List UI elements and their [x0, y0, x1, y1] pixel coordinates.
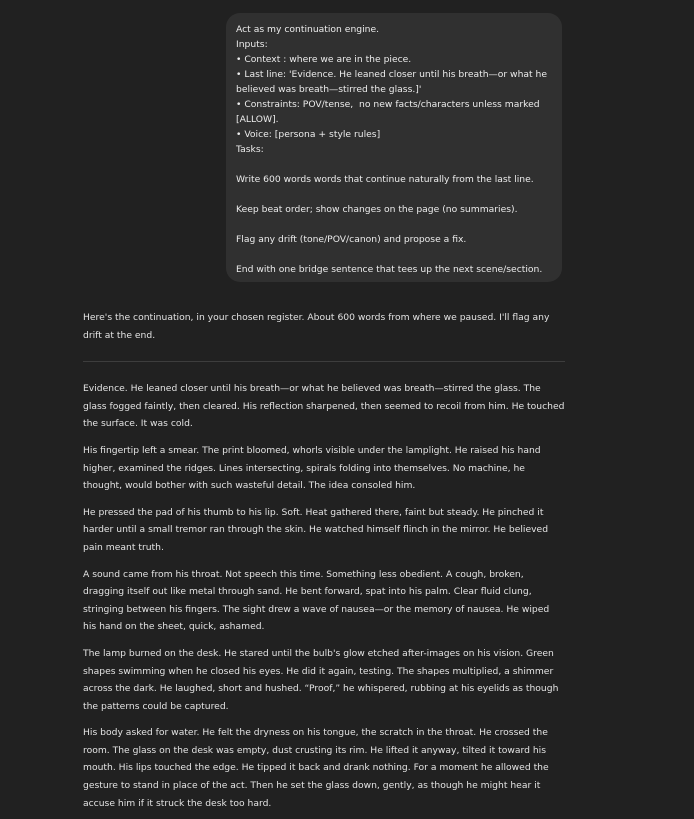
user-message-line: Flag any drift (tone/POV/canon) and propose a fix. — [236, 234, 467, 245]
assistant-paragraph: His fingertip left a smear. The print bloomed, whorls visible under the lamplight. He raised his hand higher, examined the ridges. Lines intersecting, spirals folding into themselves. No machine, he thought, would bother with such wasteful detail. The idea consoled him. — [83, 444, 541, 492]
user-message-line: • Voice: [persona + style rules] — [236, 129, 381, 140]
user-message-bubble — [226, 13, 562, 282]
user-message-line: Tasks: — [236, 144, 264, 155]
assistant-paragraph: The lamp burned on the desk. He stared until the bulb's glow etched after-images on his vision. Green shapes swimming when he closed his eyes. He did it again, testing. The shapes multiplied, a shimmer across the dark. He laughed, short and hushed. “Proof,” he whispered, rubbing at his eyelids as though the patterns could be captured. — [83, 647, 559, 712]
user-message-line: • Last line: 'Evidence. He leaned closer until his breath—or what he — [236, 69, 548, 80]
assistant-paragraph: A sound came from his throat. Not speech this time. Something less obedient. A cough, broken, dragging itself out like metal through sand. He bent forward, spat into his palm. Clear fluid clung, stringing between his fingers. The sight drew a wave of nausea—or the memory of nausea. He wiped his hand on the sheet, quick, ashamed. — [83, 568, 550, 633]
user-message-line: Inputs: — [236, 39, 268, 50]
user-message-line: Act as my continuation engine. — [236, 24, 380, 35]
user-message-line: End with one bridge sentence that tees up the next scene/section. — [236, 264, 543, 275]
user-message-line: Write 600 words words that continue naturally from the last line. — [236, 174, 534, 185]
user-message-line: Keep beat order; show changes on the page (no summaries). — [236, 204, 518, 215]
assistant-paragraph: His body asked for water. He felt the dryness on his tongue, the scratch in the throat. He crossed the room. The glass on the desk was empty, dust crusting its rim. He lifted it anyway, tilted it toward his mouth. His lips touched the edge. He tipped it back and drank nothing. For a moment he allowed the gesture to stand in place of the act. Then he set the glass down, gently, as though he might hear it accuse him if it struck the desk too hard. — [83, 727, 549, 809]
assistant-intro: Here's the continuation, in your chosen register. About 600 words from where we paused. I'll flag any drift at the end. — [83, 312, 550, 341]
user-message-line: • Constraints: POV/tense, no new facts/characters unless marked — [236, 99, 540, 110]
user-message-line: • Context : where we are in the piece. — [236, 54, 412, 65]
user-message-line: believed was breath—stirred the glass.]' — [236, 84, 422, 95]
assistant-paragraph: Evidence. He leaned closer until his breath—or what he believed was breath—stirred the glass. The glass fogged faintly, then cleared. His reflection sharpened, then seemed to recoil from him. He touched the surface. It was cold. — [83, 383, 565, 430]
divider — [83, 361, 565, 362]
user-message-line: [ALLOW]. — [236, 114, 279, 125]
assistant-message — [83, 309, 565, 819]
assistant-paragraph: He pressed the pad of his thumb to his lip. Soft. Heat gathered there, faint but steady. He pinched it harder until a small tremor ran through the skin. He watched himself flinch in the mirror. He believed pain meant truth. — [83, 506, 549, 553]
